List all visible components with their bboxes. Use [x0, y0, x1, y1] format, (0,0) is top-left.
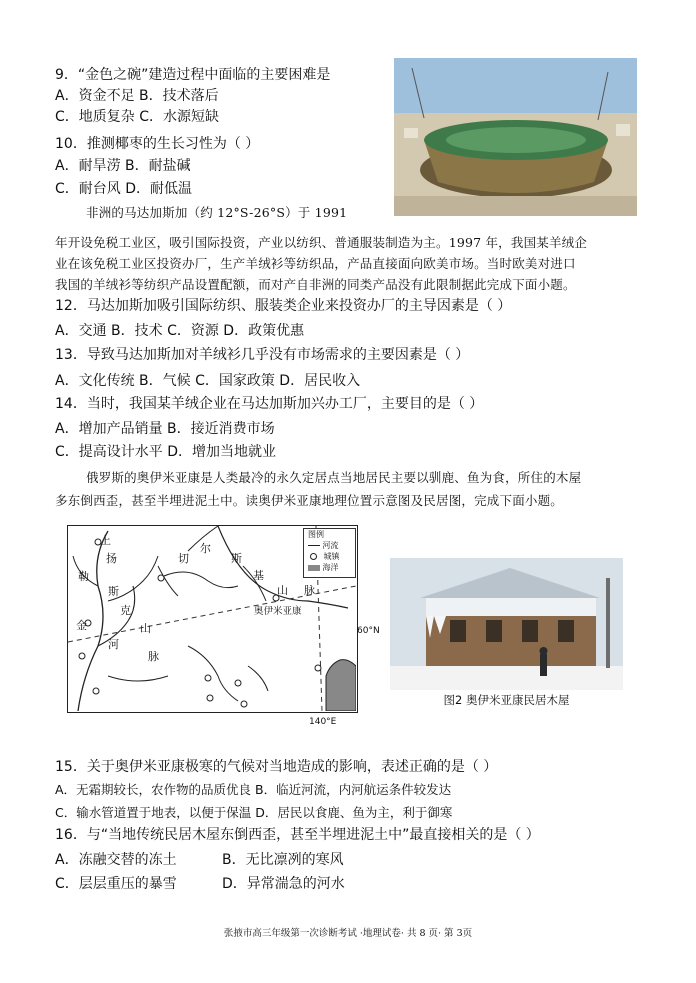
legend-city-label: 城镇	[323, 552, 340, 561]
q15-stem: 15．关于奥伊米亚康极寒的气候对当地造成的影响，表述正确的是（ ）	[55, 759, 498, 775]
q16-option-b: B．无比凛冽的寒风	[222, 852, 344, 868]
map-label: 斯	[231, 552, 242, 565]
map-label: 扬	[106, 552, 117, 565]
legend-title: 图例	[308, 530, 324, 539]
legend-river	[304, 540, 355, 551]
q16-option-c: C．层层重压的暴雪	[55, 876, 177, 892]
map-legend	[303, 528, 356, 578]
map-label: 山	[277, 584, 288, 597]
map-label: 河	[108, 638, 119, 651]
map-label: 金	[76, 619, 87, 632]
map-label: 勒	[78, 570, 89, 583]
q9-options-ab: A．资金不足 B．技术落后	[55, 88, 219, 104]
map-label: 斯	[108, 585, 119, 598]
map-label: 切	[178, 552, 189, 565]
q14-stem: 14．当时，我国某羊绒企业在马达加斯加兴办工厂，主要目的是（ ）	[55, 396, 484, 412]
q15-options-ab: A．无霜期较长，农作物的品质优良 B．临近河流，内河航运条件较发达	[55, 782, 452, 797]
passage2-line1: 俄罗斯的奥伊米亚康是人类最冷的永久定居点当地居民主要以驯鹿、鱼为食，所住的木屋	[86, 470, 582, 485]
q16-option-a: A．冻融交替的冻土	[55, 852, 177, 868]
map-label: 克	[120, 604, 131, 617]
map-town-oymyakon: 奥伊米亚康	[254, 606, 302, 617]
q10-options-ab: A．耐旱涝 B．耐盐碱	[55, 158, 191, 174]
map-label: 尔	[200, 542, 211, 555]
map-label: 脉	[304, 584, 315, 597]
frozen-house-illustration	[390, 558, 623, 690]
q14-options-cd: C．提高设计水平 D．增加当地就业	[55, 444, 277, 460]
longitude-label: 140°E	[309, 717, 337, 727]
q10-stem: 10．推测椰枣的生长习性为（ ）	[55, 136, 260, 152]
stadium-photo	[394, 58, 637, 216]
map-label: 脉	[148, 650, 159, 663]
q15-options-cd: C．输水管道置于地表，以便于保温 D．居民以食鹿、鱼为主，利于御寒	[55, 805, 453, 820]
q9-options-cd: C．地质复杂 C．水源短缺	[55, 109, 220, 125]
legend-ocean-label: 海洋	[322, 563, 339, 572]
legend-city	[304, 551, 355, 562]
q14-options-ab: A．增加产品销量 B．接近消费市场	[55, 421, 275, 437]
frozen-house-photo	[390, 558, 623, 690]
q9-stem: 9．“金色之碗”建造过程中面临的主要困难是	[55, 67, 331, 83]
passage2-line2: 多东倒西歪，甚至半埋进泥土中。读奥伊米亚康地理位置示意图及民居图，完成下面小题。	[55, 493, 564, 508]
q16-option-d: D．异常湍急的河水	[222, 876, 345, 892]
q16-stem: 16．与“当地传统民居木屋东倒西歪，甚至半埋进泥土中”最直接相关的是（ ）	[55, 827, 540, 843]
q13-stem: 13．导致马达加斯加对羊绒衫几乎没有市场需求的主要因素是（ ）	[55, 347, 470, 363]
figure2-caption: 图2 奥伊米亚康民居木屋	[443, 693, 570, 707]
river-symbol-icon	[308, 545, 320, 546]
passage1-line3: 业在该免税工业区投资办厂，生产羊绒衫等纺织品，产品直接面向欧美市场。当时欧美对进口	[55, 256, 576, 271]
oymyakon-location-map	[67, 525, 358, 713]
legend-ocean	[304, 562, 355, 573]
map-label: 山	[140, 622, 151, 635]
q12-options: A．交通 B．技术 C．资源 D．政策优惠	[55, 323, 305, 339]
town-symbol-icon	[310, 553, 317, 560]
q13-options: A．文化传统 B．气候 C．国家政策 D．居民收入	[55, 373, 361, 389]
map-label: 上	[100, 534, 111, 547]
legend-river-label: 河流	[322, 541, 339, 550]
stadium-illustration	[394, 58, 637, 216]
q10-options-cd: C．耐台风 D．耐低温	[55, 181, 193, 197]
q12-stem: 12．马达加斯加吸引国际纺织、服装类企业来投资办厂的主导因素是（ ）	[55, 298, 512, 314]
passage1-line2: 年开设免税工业区，吸引国际投资，产业以纺织、普通服装制造为主。1997 年，我国某羊绒企	[55, 235, 588, 250]
passage1-line4: 我国的羊绒衫等纺织产品设置配额，而对产自非洲的同类产品没有此限制据此完成下面小题。	[55, 277, 576, 292]
ocean-symbol-icon	[308, 565, 320, 571]
map-label: 基	[253, 569, 264, 582]
latitude-label: 60°N	[357, 626, 380, 636]
passage1-line1: 非洲的马达加斯加（约 12°S-26°S）于 1991	[86, 205, 348, 220]
page-footer: 张掖市高三年级第一次诊断考试 ·地理试卷· 共 8 页· 第 3页	[223, 928, 473, 939]
